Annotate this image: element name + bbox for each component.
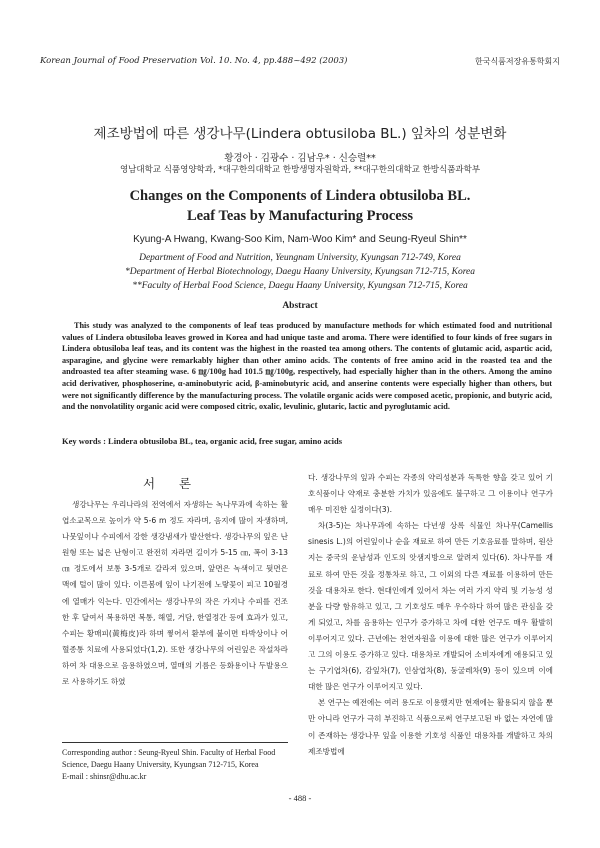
korean-authors: 황경아 · 김광수 · 김남우* · 신승렬**: [224, 153, 376, 164]
body-column-left: [62, 497, 288, 690]
english-authors: Kyung-A Hwang, Kwang-Soo Kim, Nam-Woo Kim* and Seung-Ryeul Shin**: [133, 234, 467, 245]
korean-title: 제조방법에 따른 생강나무(Lindera obtusiloba BL.) 잎차의 성분변화: [93, 126, 507, 142]
korean-affiliation: 영남대학교 식품영양학과, *대구한의대학교 한방생명자원학과, **대구한의대학교 한방식품과학부: [119, 165, 481, 175]
running-header: [40, 56, 560, 67]
intro-paragraph-4: 본 연구는 예전에는 여러 용도로 이용했지만 현재에는 활용되지 않을 뿐만 아니라 연구가 극히 부진하고 식품으로써 연구보고된 바 없는 자연에 많이 존재하는 생강나무 잎을 이용한 기호성 식품인 대용차를 개발하고 차의 제조방법에: [308, 698, 553, 756]
affiliation-2: *Department of Herbal Biotechnology, Daegu Haany University, Kyungsan 712-715, Korea: [124, 267, 476, 277]
english-title-line2: Leaf Teas by Manufacturing Process: [186, 208, 414, 224]
affiliation-1: Department of Food and Nutrition, Yeungnam University, Kyungsan 712-749, Korea: [139, 253, 461, 263]
english-title-line1: Changes on the Components of Lindera obtusiloba BL.: [129, 188, 471, 204]
affiliation-3: **Faculty of Herbal Food Science, Daegu Haany University, Kyungsan 712-715, Korea: [132, 281, 468, 291]
page-number: - 488 -: [288, 793, 312, 803]
abstract-heading: Abstract: [282, 301, 318, 311]
intro-paragraph-1: 생강나무는 우리나라의 전역에서 자생하는 녹나무과에 속하는 활엽소교목으로 높이가 약 5-6 m 정도 자라며, 음지에 많이 자생하며, 나뭇잎이나 수피에서 강한 생강냄새가 발산한다. 생강나무의 잎은 난원형 또는 넓은 난형이고 완전히 자라면 길이가 5-15 ㎝, 폭이 3-13㎝ 정도에서 보통 3-5개로 갈라져 있으며, 앞면은 녹색이고 뒷면은 맥에 털이 많이 있다. 이른봄에 잎이 나기전에 노랗꽃이 피고 10월경에 열매가 익는다. 민간에서는 생강나무의 작은 가지나 수피를 건조한 후 달여서 복용하면 복통, 해열, 거담, 한열정간 등에 효과가 있고, 수피는 황매피(黃梅皮)라 하며 찧어서 환부에 붙이면 타박상이나 어혈종통 치료에 사용되었다(1,2). 또한 생강나무의 어린잎은 작설차라하여 차 대용으로 음용하였으며, 열매의 기름은 등화용이나 두발용으로 사용하기도 하였: [62, 500, 288, 687]
society-name: 한국식품저장유통학회지: [474, 57, 560, 66]
section-title: 서 론: [142, 476, 202, 491]
abstract-text: This study was analyzed to the components of leaf teas produced by manufacture methods for which estimated food and nutritional values of Lindera obtusiloba leaves growed in Korea and had unique taste and aroma. There were identified to four kinds of free sugars in Lindera obtusiloba leaf teas, and its content was the highest in the roasted tea among others. The contents of glutamic acid, aspartic acid, asparagine, and glycine were remarkably higher than other amino acids. The contents of free amino acid in the roasted tea and the androasted tea after steaming wase. 6 ㎎/100g had 101.5 ㎎/100g, respectively, had especially higher than in the others. Among the amino acid derivativer, phosphoserine, α-aminobutyric acid, β-aminobutyric acid, and anserine contents were especially higher than others, but were not significantly difference by the manufacturing process. The volatile organic acids were composed acetic, propionic, and butyric acid, and the nonvolatility organic acid were composed citric, oxalic, levulinic, glutaric, lactic and pyroglutamic acid.: [62, 321, 552, 412]
english-affiliations: [0, 251, 600, 293]
body-column-right: [308, 470, 553, 760]
correspondence-footnote: [62, 742, 288, 783]
corresponding-author: Corresponding author : Seung-Ryeul Shin. Faculty of Herbal Food Science, Daegu Haany University, Kyungsan 712-715, Korea: [62, 748, 276, 769]
english-title: [0, 186, 600, 226]
intro-paragraph-3: 차(3-5)는 차나무과에 속하는 다년생 상록 식물인 차나무(Camellis sinesis L.)의 어린잎이나 순을 재료로 하여 만든 기호음료를 말하며, 원산지는 중국의 운남성과 인도의 앗샘지방으로 알려져 있다(6). 차나무를 재료로 하여 만든 것을 정통차로 하고, 그 이외의 다른 재료를 이용하여 만든 것을 대용차로 한다. 현대인에게 있어서 차는 여러 가지 약리 및 기능성 성분을 다량 함유하고 있고, 그 기호성도 매우 우수하다 하여 많은 관심을 갖게 되었고, 차를 음용하는 인구가 증가하고 차에 대한 연구도 매우 활발히 이루어지고 있다. 근년에는 천연자원을 이용에 대한 많은 연구가 이루어지고 그의 이용도 증가하고 있다. 대용차로 개발되어 소비자에게 애용되고 있는 구기엽차(6), 감잎차(7), 인삼엽차(8), 둥굴레차(9) 등이 있으며 이에 대한 많은 연구가 이루어지고 있다.: [308, 521, 553, 692]
keywords: Key words : Lindera obtusiloba BL, tea, organic acid, free sugar, amino acids: [62, 436, 343, 446]
journal-citation: Korean Journal of Food Preservation Vol. 10. No. 4, pp.488~492 (2003): [40, 56, 348, 66]
intro-paragraph-2: 다. 생강나무의 잎과 수피는 각종의 약리성분과 독특한 향을 갖고 있어 기호식품이나 약재로 충분한 가치가 있음에도 불구하고 그 이용이나 연구가 매우 미진한 실정이다(3).: [308, 473, 553, 515]
author-email: E-mail : shinsr@dhu.ac.kr: [62, 772, 147, 781]
